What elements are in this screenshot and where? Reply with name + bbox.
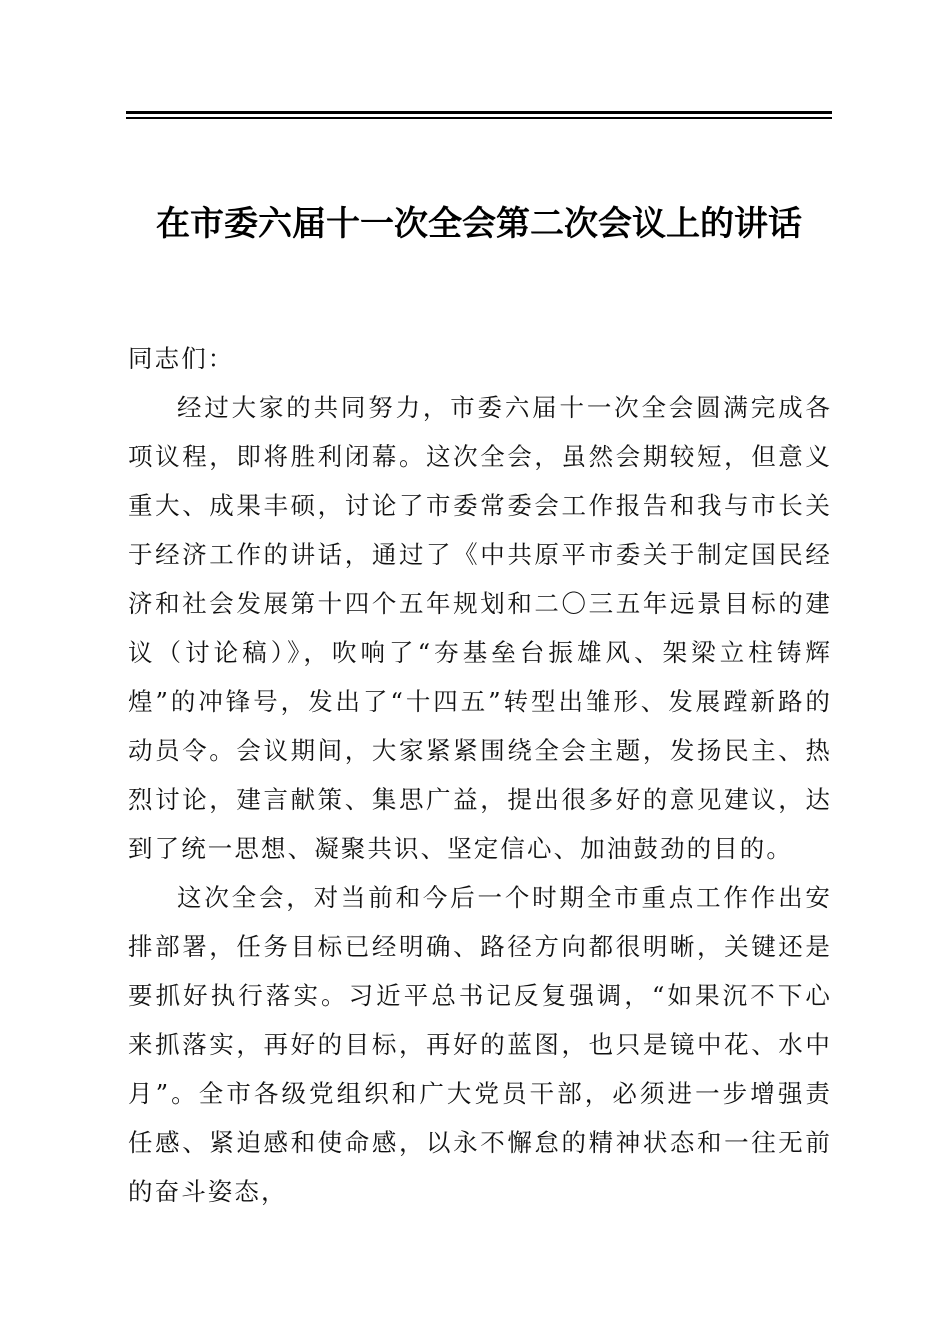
paragraph-1: 经过大家的共同努力，市委六届十一次全会圆满完成各项议程，即将胜利闭幕。这次全会，虽然会期较短，但意义重大、成果丰硕，讨论了市委常委会工作报告和我与市长关于经济工作的讲话，通过了《中共原平市委关于制定国民经济和社会发展第十四个五年规划和二〇三五年远景目标的建议（讨论稿）》，吹响了“夯基垒台振雄风、架梁立柱铸辉煌”的冲锋号，发出了“十四五”转型出雏形、发展蹚新路的动员令。会议期间，大家紧紧围绕全会主题，发扬民主、热烈讨论，建言献策、集思广益，提出很多好的意见建议，达到了统一思想、凝聚共识、坚定信心、加油鼓劲的目的。 [128, 393, 832, 863]
document-title: 在市委六届十一次全会第二次会议上的讲话 [156, 204, 802, 244]
paragraph-2: 这次全会，对当前和今后一个时期全市重点工作作出安排部署，任务目标已经明确、路径方向都很明晰，关键还是要抓好执行落实。习近平总书记反复强调，“如果沉不下心来抓落实，再好的目标，再好的蓝图，也只是镜中花、水中月”。全市各级党组织和广大党员干部，必须进一步增强责任感、紧迫感和使命感，以永不懈怠的精神状态和一往无前的奋斗姿态， [128, 883, 832, 1206]
document-body [128, 334, 832, 1216]
header-double-rule [126, 111, 832, 120]
header-rule-thin-line [126, 117, 832, 119]
greeting: 同志们： [128, 344, 235, 373]
header-rule-thick-line [126, 111, 832, 114]
